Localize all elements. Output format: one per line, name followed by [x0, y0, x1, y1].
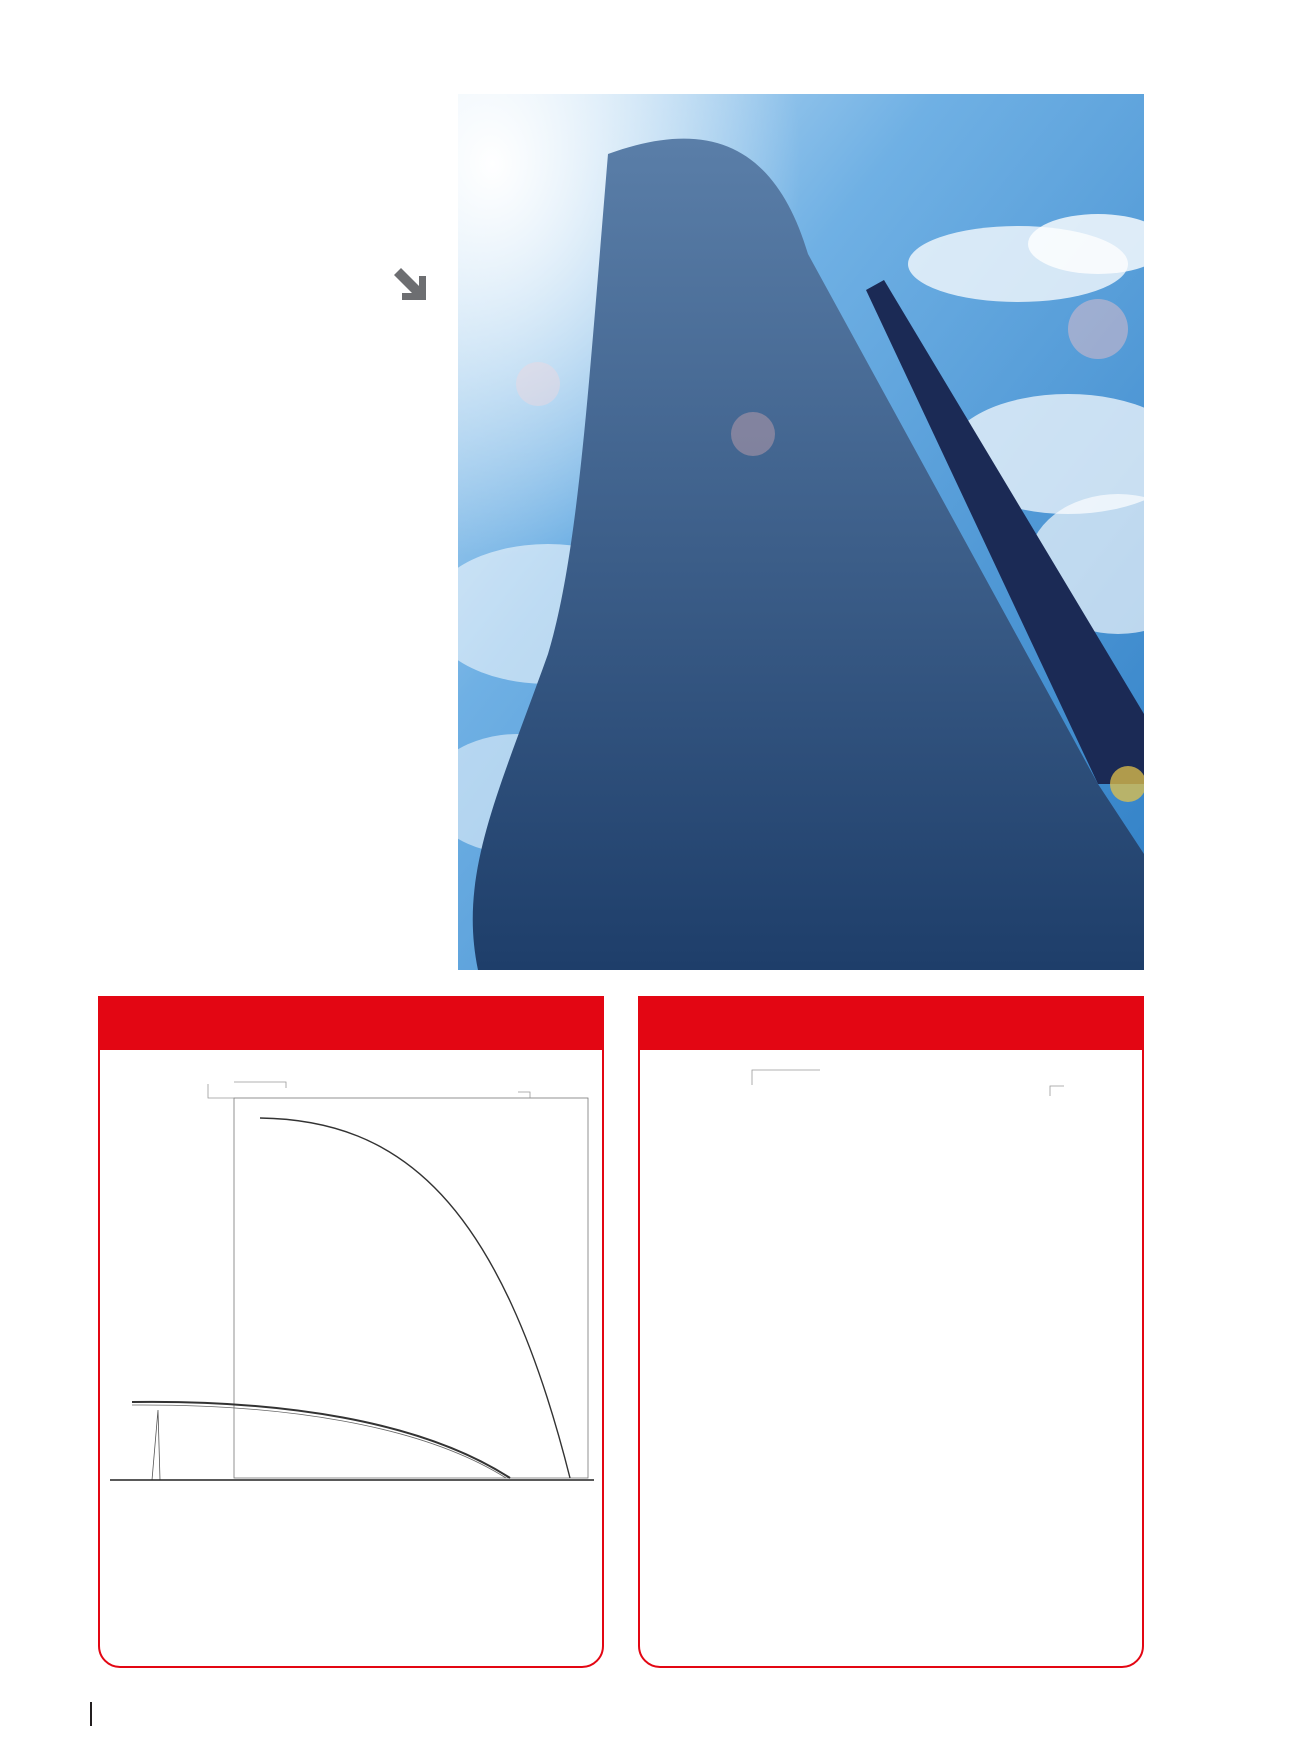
elevation-panel-title — [98, 996, 604, 1050]
section-panel — [638, 996, 1144, 1668]
footer-divider — [90, 1702, 92, 1726]
section-drawing — [640, 1050, 1142, 1666]
building-photo — [458, 94, 1144, 970]
section-panel-title — [638, 996, 1144, 1050]
page-footer — [80, 1702, 102, 1726]
elevation-panel — [98, 996, 604, 1668]
arrow-down-right-icon — [392, 266, 428, 302]
elevation-drawing — [100, 1050, 602, 1666]
